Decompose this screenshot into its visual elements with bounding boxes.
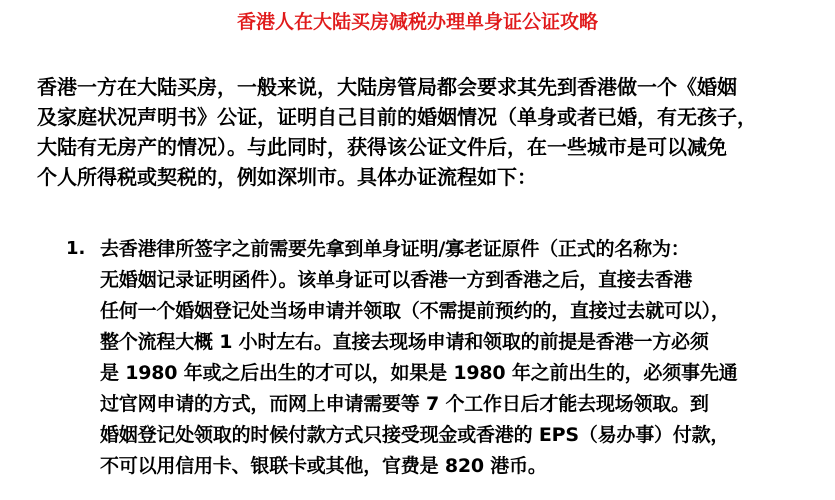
- step-line: 不可以用信用卡、银联卡或其他，官费是 820 港币。: [100, 455, 547, 477]
- page-title: 香港人在大陆买房减税办理单身证公证攻略: [236, 11, 598, 33]
- step-line: 整个流程大概 1 小时左右。直接去现场申请和领取的前提是香港一方必须: [100, 331, 709, 353]
- step-line: 是 1980 年或之后出生的才可以，如果是 1980 年之前出生的，必须事先通: [100, 362, 738, 384]
- intro-line: 大陆有无房产的情况）。与此同时，获得该公证文件后，在一些城市是可以减免: [37, 135, 727, 159]
- step-line: 任何一个婚姻登记处当场申请并领取（不需提前预约的，直接过去就可以），: [100, 300, 730, 322]
- intro-line: 香港一方在大陆买房，一般来说，大陆房管局都会要求其先到香港做一个《婚姻: [37, 75, 737, 99]
- intro-line: 及家庭状况声明书》公证，证明自己目前的婚姻情况（单身或者已婚，有无孩子，: [37, 105, 757, 129]
- intro-paragraph: [37, 72, 807, 192]
- step-line: 婚姻登记处领取的时候付款方式只接受现金或香港的 EPS（易办事）付款，: [100, 424, 730, 446]
- step-number: 1.: [66, 238, 86, 259]
- intro-line: 个人所得税或契税的，例如深圳市。具体办证流程如下：: [37, 165, 537, 189]
- step-line: 过官网申请的方式，而网上申请需要等 7 个工作日后才能去现场领取。到: [100, 393, 709, 415]
- step-line: 去香港律所签字之前需要先拿到单身证明/寡老证原件（正式的名称为：: [100, 238, 690, 260]
- step-line: 无婚姻记录证明函件）。该单身证可以香港一方到香港之后，直接去香港: [100, 269, 693, 291]
- step-text: [100, 234, 820, 482]
